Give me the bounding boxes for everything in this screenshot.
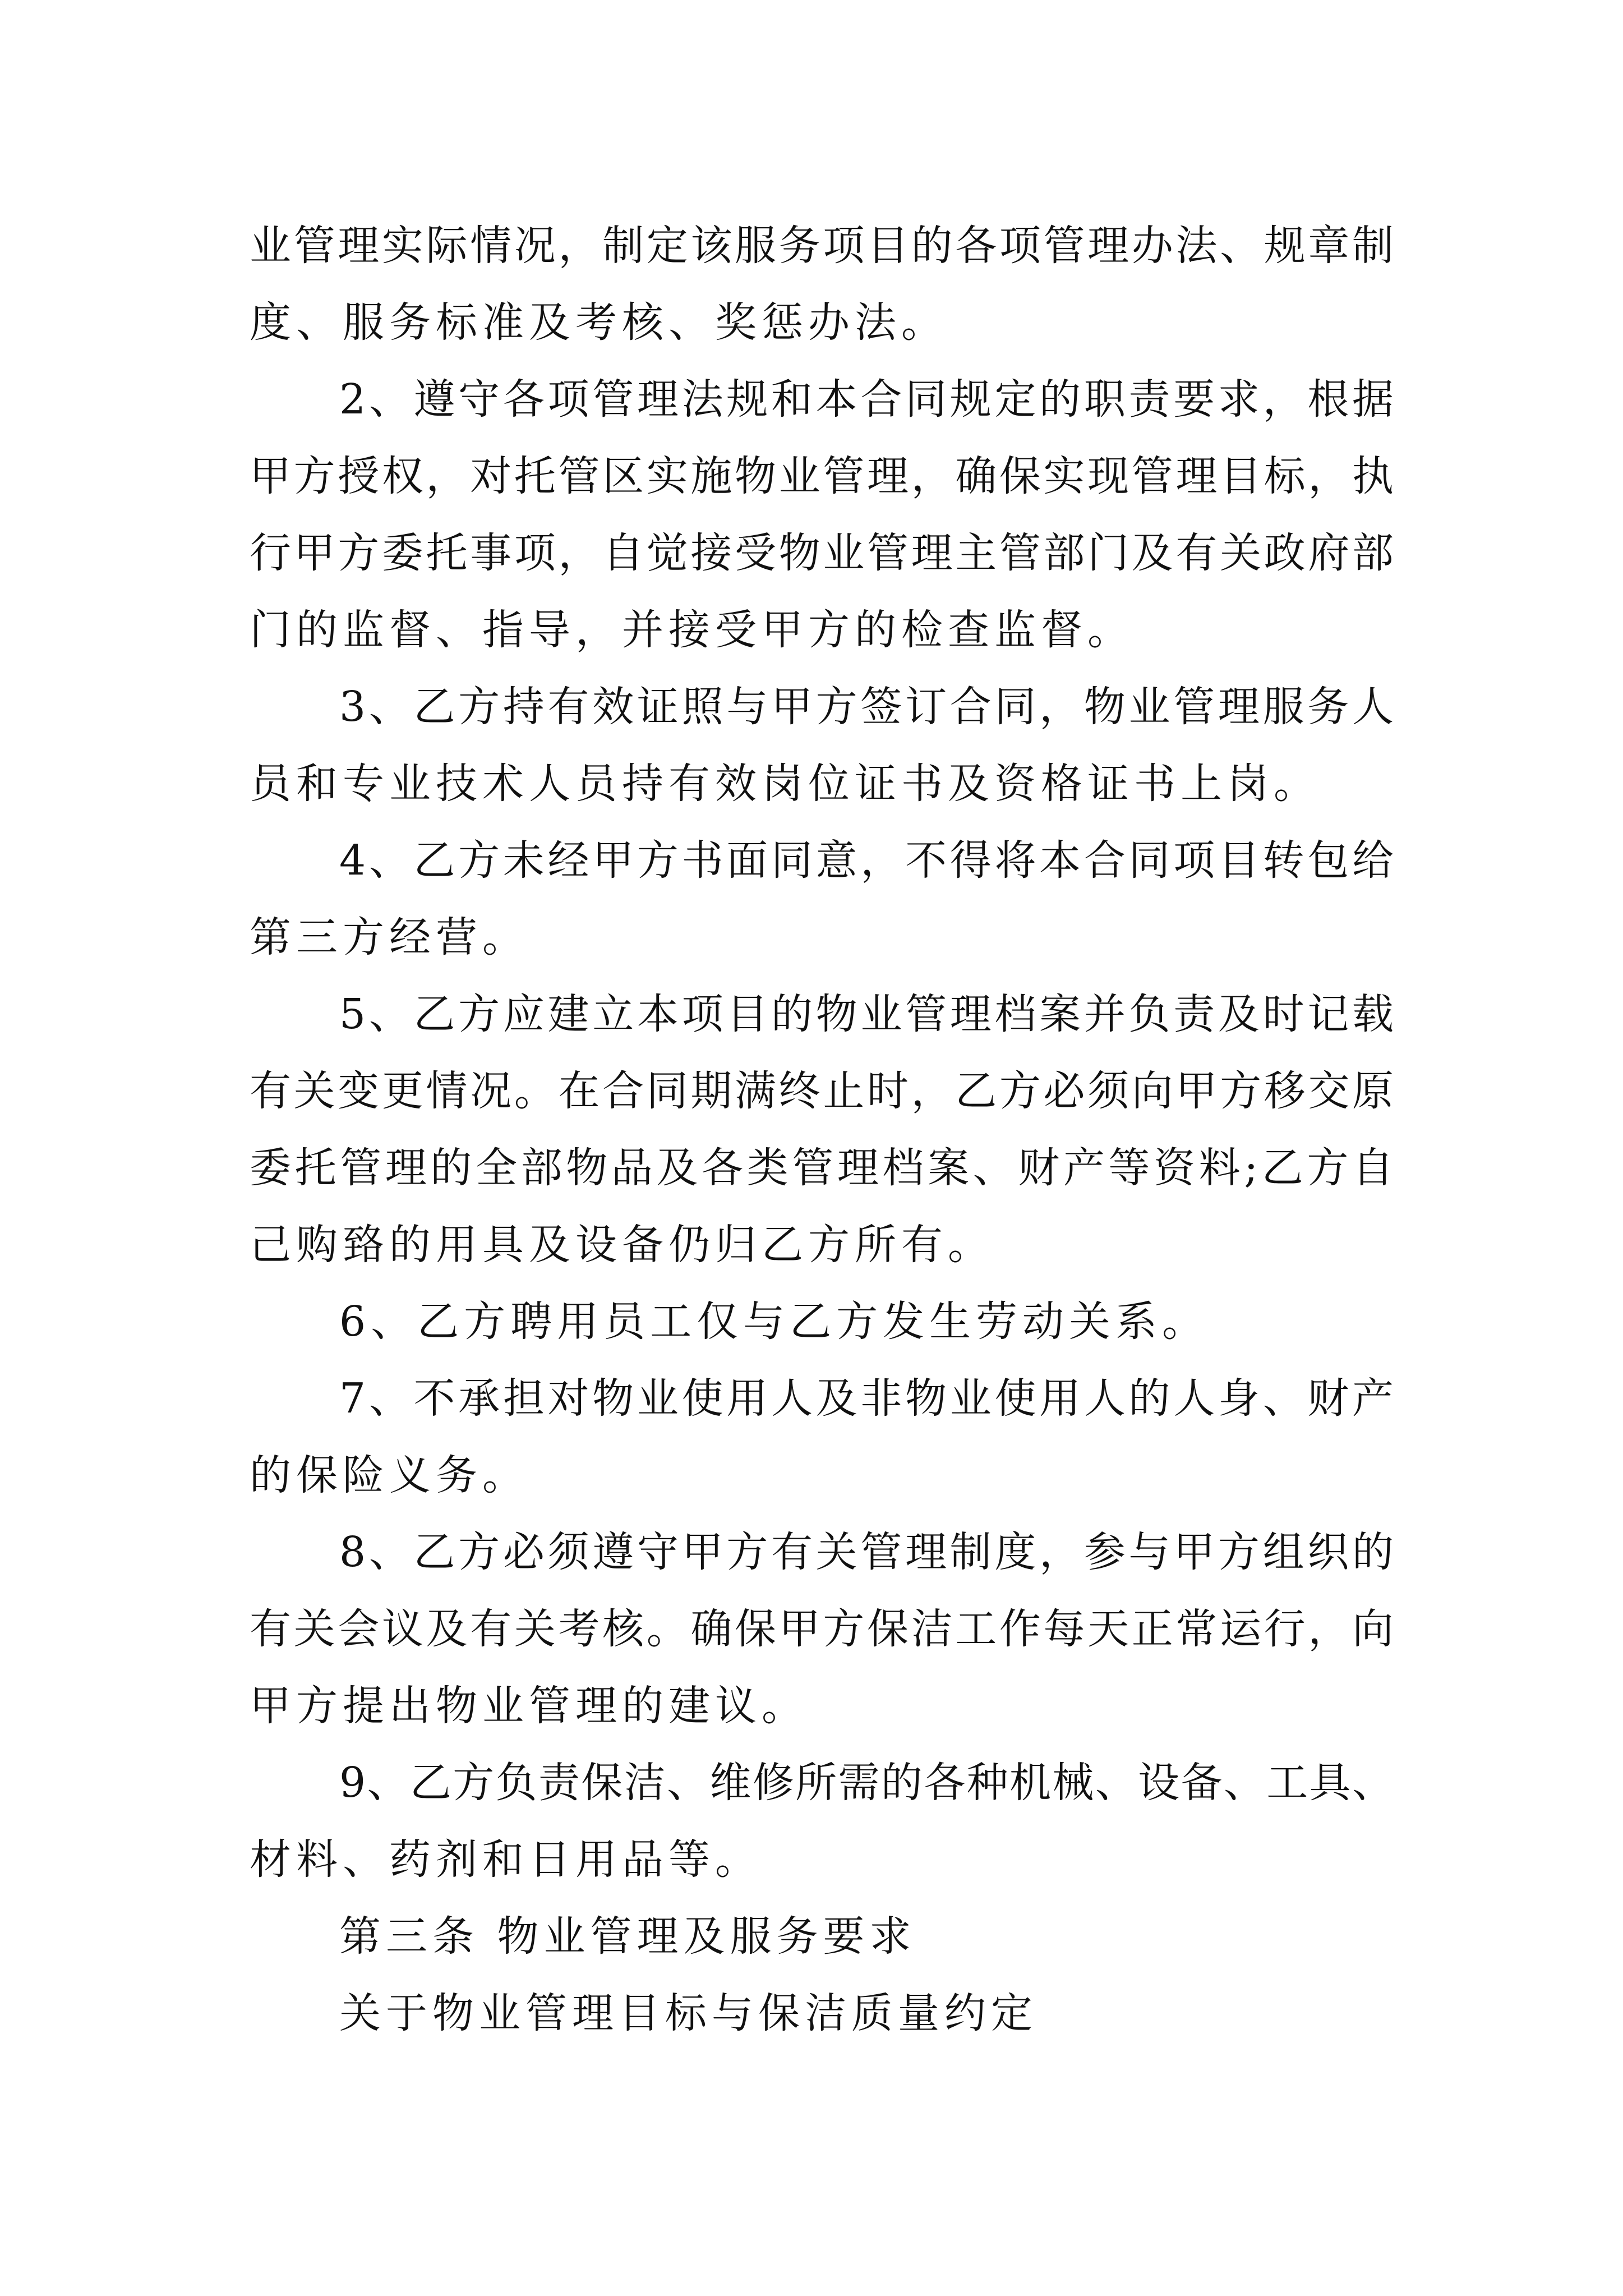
text-line: 有关会议及有关考核。确保甲方保洁工作每天正常运行，向 [250, 1605, 1394, 1653]
text-line: 9、乙方负责保洁、维修所需的各种机械、设备、工具、 [339, 1759, 1394, 1807]
text-line: 5、乙方应建立本项目的物业管理档案并负责及时记载 [339, 990, 1394, 1038]
subsection-heading: 关于物业管理目标与保洁质量约定 [339, 1989, 1038, 2037]
text-line: 有关变更情况。在合同期满终止时，乙方必须向甲方移交原 [250, 1067, 1394, 1115]
text-line: 2、遵守各项管理法规和本合同规定的职责要求，根据 [339, 375, 1394, 424]
contract-text-body [250, 208, 1394, 2052]
text-line: 4、乙方未经甲方书面同意，不得将本合同项目转包给 [339, 836, 1394, 885]
text-line: 的保险义务。 [250, 1451, 529, 1499]
text-line: 8、乙方必须遵守甲方有关管理制度，参与甲方组织的 [339, 1528, 1394, 1576]
text-line: 6、乙方聘用员工仅与乙方发生劳动关系。 [339, 1297, 1209, 1346]
text-line: 甲方提出物业管理的建议。 [250, 1682, 808, 1730]
text-line: 7、不承担对物业使用人及非物业使用人的人身、财产 [339, 1374, 1394, 1423]
text-line: 行甲方委托事项，自觉接受物业管理主管部门及有关政府部 [250, 529, 1394, 577]
text-line: 员和专业技术人员持有效岗位证书及资格证书上岗。 [250, 760, 1320, 808]
text-line: 第三方经营。 [250, 913, 529, 961]
text-line: 甲方授权，对托管区实施物业管理，确保实现管理目标，执 [250, 452, 1394, 500]
text-line: 度、服务标准及考核、奖惩办法。 [250, 298, 948, 347]
text-line: 己购臵的用具及设备仍归乙方所有。 [250, 1221, 994, 1269]
text-line: 3、乙方持有效证照与甲方签订合同，物业管理服务人 [339, 683, 1394, 731]
section-heading: 第三条 物业管理及服务要求 [339, 1912, 916, 1961]
text-line: 业管理实际情况，制定该服务项目的各项管理办法、规章制 [250, 222, 1394, 270]
text-line: 门的监督、指导，并接受甲方的检查监督。 [250, 606, 1134, 654]
text-line: 材料、药剂和日用品等。 [250, 1835, 762, 1884]
text-line: 委托管理的全部物品及各类管理档案、财产等资料;乙方自 [250, 1144, 1394, 1192]
